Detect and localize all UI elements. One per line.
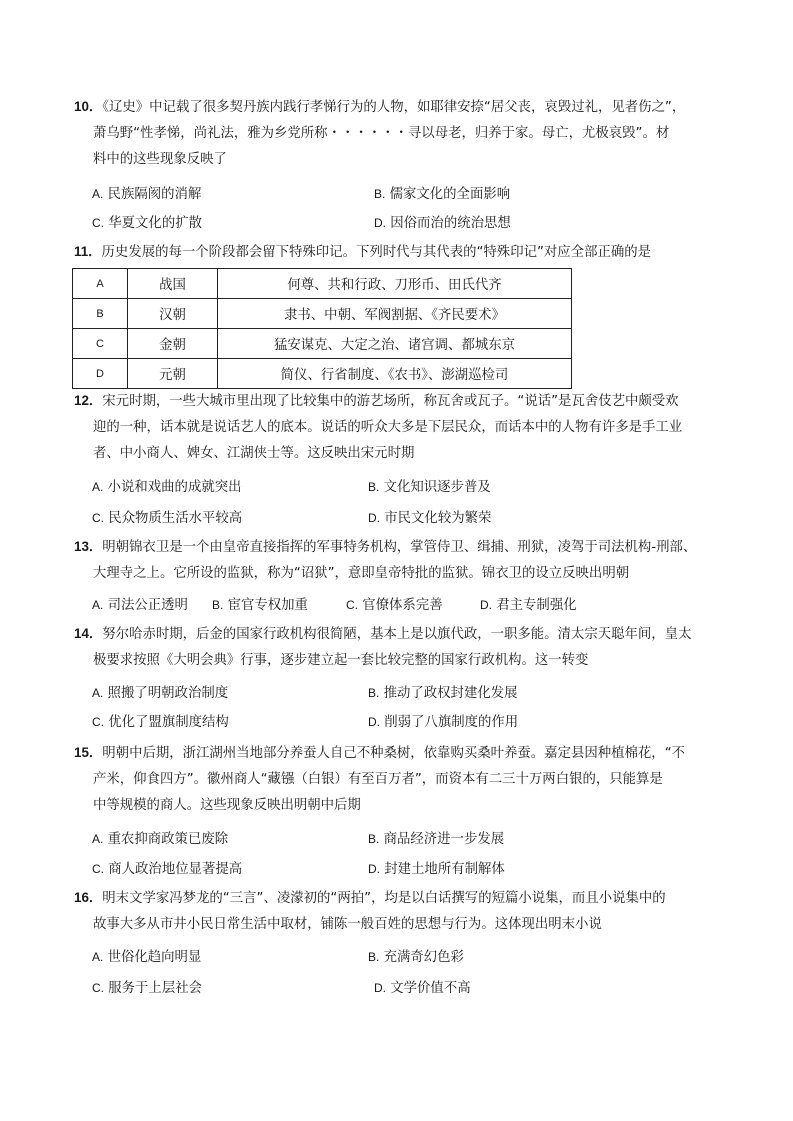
row-letter: B (73, 299, 128, 329)
table-row (73, 269, 572, 299)
question-16-stem (74, 885, 734, 938)
row-letter: A (73, 269, 128, 299)
option-d[interactable]: D. 封建土地所有制解体 (368, 862, 505, 877)
option-a[interactable]: A. 世俗化趋向明显 (92, 950, 202, 965)
question-13-stem (74, 534, 734, 587)
option-b[interactable]: B. 推动了政权封建化发展 (368, 686, 518, 701)
option-d[interactable]: D. 文学价值不高 (374, 981, 471, 996)
question-15-stem (74, 740, 734, 819)
option-b[interactable]: B. 文化知识逐步普及 (368, 480, 491, 495)
question-number: 15． (74, 745, 103, 760)
stem-line: 明朝中后期，浙江湖州当地部分养蚕人自己不种桑树，依靠购买桑叶养蚕。嘉定县因种植棉花，“不 (102, 746, 686, 761)
question-14-stem (74, 621, 734, 674)
option-d[interactable]: D. 君主专制强化 (480, 598, 577, 613)
question-number: 12． (74, 393, 103, 408)
question-number: 10． (74, 99, 103, 114)
stem-line: 明末文学家冯梦龙的“三言”、凌濛初的“两拍”，均是以白话撰写的短篇小说集，而且小说集中的 (102, 891, 666, 906)
stem-line: 明朝锦衣卫是一个由皇帝直接指挥的军事特务机构，掌管侍卫、缉捕、刑狱，凌驾于司法机构-刑部、 (102, 540, 697, 555)
option-d[interactable]: D. 削弱了八旗制度的作用 (368, 715, 519, 730)
stem-line: 故事大多从市井小民日常生活中取材，铺陈一般百姓的思想与行为。这体现出明末小说 (93, 917, 602, 932)
question-12-stem (74, 388, 734, 467)
table-row (73, 359, 572, 389)
option-c[interactable]: C. 服务于上层社会 (92, 981, 202, 996)
stem-line: 大理寺之上。它所设的监狱，称为“诏狱”，意即皇帝特批的监狱。锦衣卫的设立反映出明朝 (93, 566, 630, 581)
stem-line: 中等规模的商人。这些现象反映出明朝中后期 (93, 798, 361, 813)
option-c[interactable]: C. 优化了盟旗制度结构 (92, 715, 229, 730)
row-marks: 猛安谋克、大定之治、诸宫调、都城东京 (218, 329, 572, 359)
option-c[interactable]: C. 官僚体系完善 (346, 598, 443, 613)
row-letter: C (73, 329, 128, 359)
stem-line: 《辽史》中记载了很多契丹族内践行孝悌行为的人物，如耶律安捺“居父丧，哀毁过礼，见者伤之”， (102, 100, 686, 115)
option-d[interactable]: D. 因俗而治的统治思想 (374, 216, 511, 231)
option-a[interactable]: A. 司法公正透明 (92, 598, 188, 613)
option-c[interactable]: C. 华夏文化的扩散 (92, 216, 202, 231)
row-marks: 何尊、共和行政、刀形币、田氏代齐 (218, 269, 572, 299)
question-number: 13． (74, 539, 103, 554)
row-letter: D (73, 359, 128, 389)
option-a[interactable]: A. 重农抑商政策已废除 (92, 832, 229, 847)
row-era: 战国 (128, 269, 218, 299)
row-era: 汉朝 (128, 299, 218, 329)
stem-line: 努尔哈赤时期，后金的国家行政机构很简陋，基本上是以旗代政，一职多能。清太宗天聪年间，皇太 (102, 627, 692, 642)
stem-line: 萧乌野“性孝悌，尚礼法，雅为乡党所称・・・・・・寻以母老，归养于家。母亡，尤极哀毁”。材 (93, 126, 670, 141)
option-a[interactable]: A. 民族隔阂的消解 (92, 187, 202, 202)
option-b[interactable]: B. 充满奇幻色彩 (368, 950, 464, 965)
row-era: 元朝 (128, 359, 218, 389)
option-c[interactable]: C. 民众物质生活水平较高 (92, 511, 243, 526)
question-number: 14． (74, 626, 103, 641)
row-era: 金朝 (128, 329, 218, 359)
stem-line: 料中的这些现象反映了 (93, 152, 227, 167)
stem-line: 迎的一种，话本就是说话艺人的底本。说话的听众大多是下层民众，而话本中的人物有许多是手工业 (93, 420, 683, 435)
stem-line: 者、中小商人、婢女、江湖侠士等。这反映出宋元时期 (93, 446, 415, 461)
question-10-stem (74, 94, 734, 173)
stem-line: 产米，仰食四方”。徽州商人“藏镪（白银）有至百万者”，而资本有二三十万两白银的，只能算是 (93, 772, 663, 787)
question-number: 11． (74, 244, 102, 259)
option-b[interactable]: B. 宦官专权加重 (212, 598, 308, 613)
table-row (73, 299, 572, 329)
stem-line: 极要求按照《大明会典》行事，逐步建立起一套比较完整的国家行政机构。这一转变 (93, 653, 589, 668)
row-marks: 简仪、行省制度、《农书》、澎湖巡检司 (218, 359, 572, 389)
table-row (73, 329, 572, 359)
stem-line: 宋元时期，一些大城市里出现了比较集中的游艺场所，称瓦舍或瓦子。“说话”是瓦舍伎艺中颇受欢 (102, 394, 679, 409)
stem-line: 历史发展的每一个阶段都会留下特殊印记。下列时代与其代表的“特殊印记”对应全部正确的是 (101, 245, 652, 260)
option-a[interactable]: A. 照搬了明朝政治制度 (92, 686, 229, 701)
option-b[interactable]: B. 商品经济进一步发展 (368, 832, 505, 847)
option-b[interactable]: B. 儒家文化的全面影响 (374, 187, 511, 202)
option-d[interactable]: D. 市民文化较为繁荣 (368, 511, 492, 526)
era-marks-table (72, 268, 572, 389)
option-a[interactable]: A. 小说和戏曲的成就突出 (92, 480, 242, 495)
question-number: 16． (74, 890, 103, 905)
row-marks: 隶书、中朝、军阀割据、《齐民要术》 (218, 299, 572, 329)
question-11-stem (74, 239, 734, 266)
option-c[interactable]: C. 商人政治地位显著提高 (92, 862, 243, 877)
